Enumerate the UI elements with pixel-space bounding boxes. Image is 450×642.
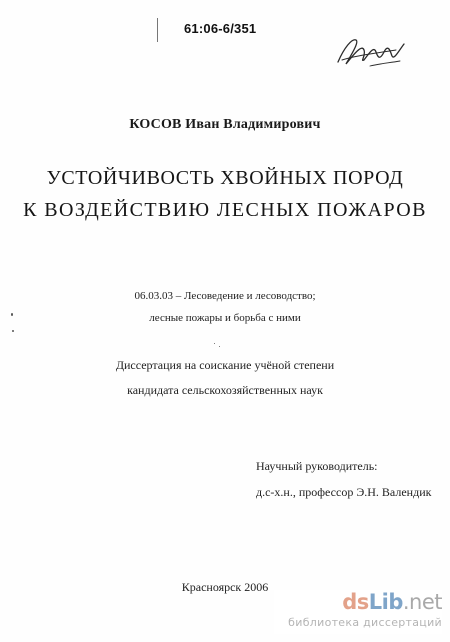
author-name: КОСОВ Иван Владимирович (129, 117, 321, 132)
shelfmark: 61:06-6/351 (184, 21, 257, 36)
scan-speck (219, 346, 220, 347)
supervisor-label: Научный руководитель: (256, 459, 378, 473)
scan-speck (11, 313, 13, 316)
supervisor-name: д.с-х.н., профессор Э.Н. Валендик (256, 485, 432, 499)
title-line-2: К ВОЗДЕЙСТВИЮ ЛЕСНЫХ ПОЖАРОВ (23, 199, 427, 221)
watermark-subtitle: библиотека диссертаций (288, 616, 442, 629)
margin-line (157, 18, 158, 42)
specialty-name: лесные пожары и борьба с ними (149, 312, 301, 324)
scan-speck (214, 343, 215, 344)
dslib-watermark (274, 590, 442, 634)
handwritten-signature-icon (334, 30, 414, 72)
degree-line-1: Диссертация на соискание учёной степени (115, 358, 335, 372)
scan-speck (12, 330, 14, 332)
title-line-1: УСТОЙЧИВОСТЬ ХВОЙНЫХ ПОРОД (46, 167, 404, 189)
degree-line-2: кандидата сельскохозяйственных наук (127, 383, 323, 397)
specialty-code: 06.03.03 – Лесоведение и лесоводство; (134, 290, 316, 302)
city-year: Красноярск 2006 (181, 580, 269, 594)
watermark-brand: dsLib.net (342, 590, 442, 614)
